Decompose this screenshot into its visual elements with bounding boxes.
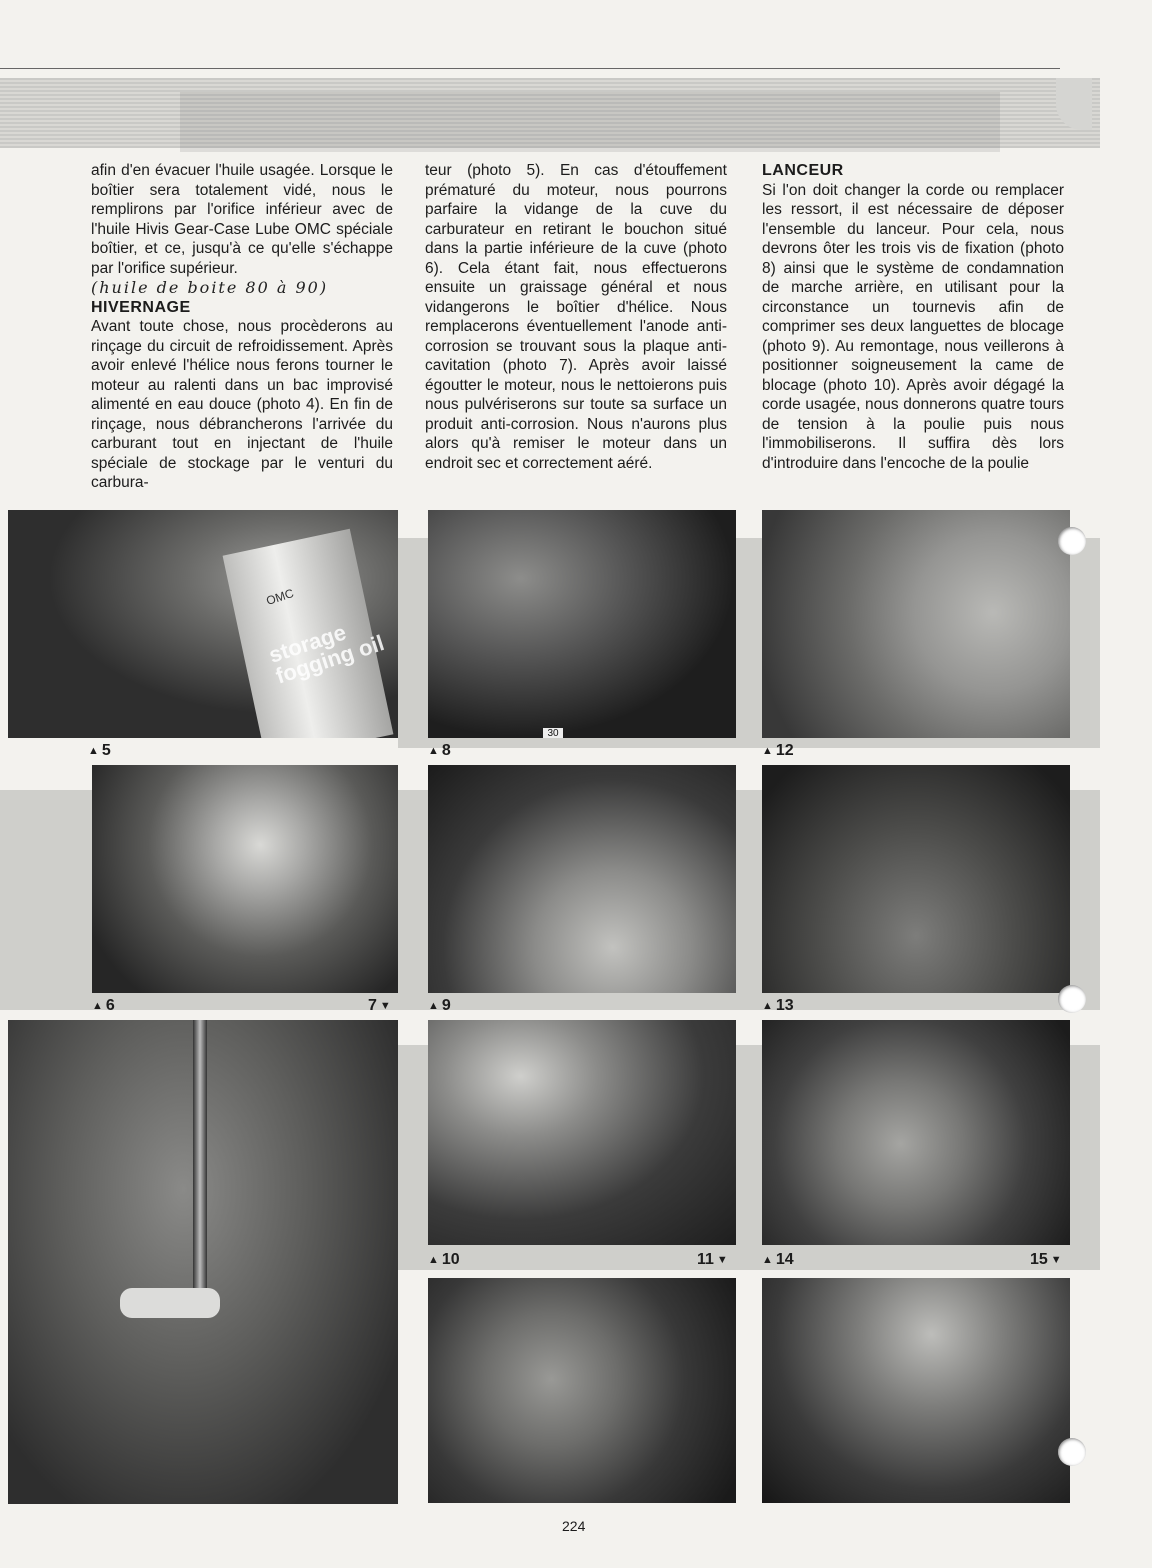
photo-6 <box>92 765 398 993</box>
photo-12-label: ▲ 12 <box>762 742 794 760</box>
photo-6-label: ▲ 6 <box>92 997 115 1015</box>
photo-9-label: ▲ 9 <box>428 997 451 1015</box>
photo-11 <box>428 1278 736 1503</box>
top-rule <box>0 68 1060 69</box>
section-heading-lanceur: LANCEUR <box>762 162 844 179</box>
can-brand: OMC <box>264 586 296 608</box>
photo-8-label: ▲ 8 <box>428 742 451 760</box>
photo-14 <box>762 1020 1070 1245</box>
photo-10 <box>428 1020 736 1245</box>
paragraph: Avant toute chose, nous procèderons au rinçage du circuit de refroidissement. Après avoir enlevé l'hélice nous ferons tourner le moteur au ralenti dans un bac improvisé alimenté en eau douce (photo 4). En fin de rinçage, nous débrancherons l'arrivée du carburant tout en injectant de l'huile spéciale de stockage par le venturi du carbura- <box>91 318 393 491</box>
photo-7-label: 7 ▼ <box>368 997 391 1015</box>
section-heading-hivernage: HIVERNAGE <box>91 298 191 316</box>
photo-14-label: ▲ 14 <box>762 1251 794 1269</box>
handwritten-note: (huile de boite 80 à 90) <box>91 278 329 297</box>
photo-13 <box>762 765 1070 993</box>
photo-7 <box>8 1020 398 1504</box>
photo-8 <box>428 510 736 738</box>
photo-5-label: ▲ 5 <box>88 742 111 760</box>
photo-10-label: ▲ 10 <box>428 1251 460 1269</box>
paragraph: Si l'on doit changer la corde ou remplacer les ressort, il est nécessaire de déposer l'ensemble du lanceur. Pour cela, nous devrons ôter les trois vis de fixation (photo 8) ainsi que le système de condamnation de marche arrière, en utilisant pour la circonstance un tournevis afin de comprimer ses deux languettes de blocage (photo 9). Au remontage, nous veillerons à positionner soigneusement la came de blocage (photo 10). Après avoir dégagé la corde usagée, nous donnerons quatre tours de tension à la poulie puis nous l'immobiliserons. Il suffira dès lors d'introduire dans l'encoche de la poulie <box>762 181 1064 472</box>
punch-hole <box>1058 1438 1086 1466</box>
can-label: storage fogging oil <box>265 619 388 689</box>
photo-15 <box>762 1278 1070 1503</box>
photo-13-label: ▲ 13 <box>762 997 794 1015</box>
text-column-3 <box>762 161 1064 473</box>
anode <box>120 1288 220 1318</box>
paragraph: afin d'en évacuer l'huile usagée. Lorsque le boîtier sera totalement vidé, nous le remplirons par l'orifice inférieur avec de l'huile Hivis Gear-Case Lube OMC spéciale boîtier, et ce, jusqu'à ce qu'elle s'échappe par l'orifice supérieur. <box>91 162 393 277</box>
photo-15-label: 15 ▼ <box>1030 1251 1062 1269</box>
screwdriver <box>193 1020 207 1290</box>
header-bleed-through <box>180 92 1000 152</box>
photo-5 <box>8 510 398 738</box>
punch-hole <box>1058 985 1086 1013</box>
page-number: 224 <box>562 1518 586 1534</box>
paragraph: teur (photo 5). En cas d'étouffement prématuré du moteur, nous pourrons parfaire la vidange de la cuve du carburateur en retirant le bouchon situé dans la partie inférieure de la cuve (photo 6). Cela étant fait, nous effectuerons ensuite un graissage général et nous vidangerons le boîtier d'hélice. Nous remplacerons éventuellement l'anode anti-corrosion se trouvant sous la plaque anti-cavitation (photo 7). Après avoir laissé égoutter le moteur, nous le nettoierons puis nous pulvériserons sur toute sa surface un produit anti-corrosion. Nous n'aurons plus alors qu'à remiser le moteur dans un endroit sec et correctement aéré. <box>425 162 727 472</box>
text-column-2 <box>425 161 727 473</box>
text-column-1 <box>91 161 393 493</box>
photo-9 <box>428 765 736 993</box>
punch-hole <box>1058 527 1086 555</box>
stamp-30: 30 <box>543 728 563 738</box>
photo-11-label: 11 ▼ <box>697 1251 728 1269</box>
photo-12 <box>762 510 1070 738</box>
